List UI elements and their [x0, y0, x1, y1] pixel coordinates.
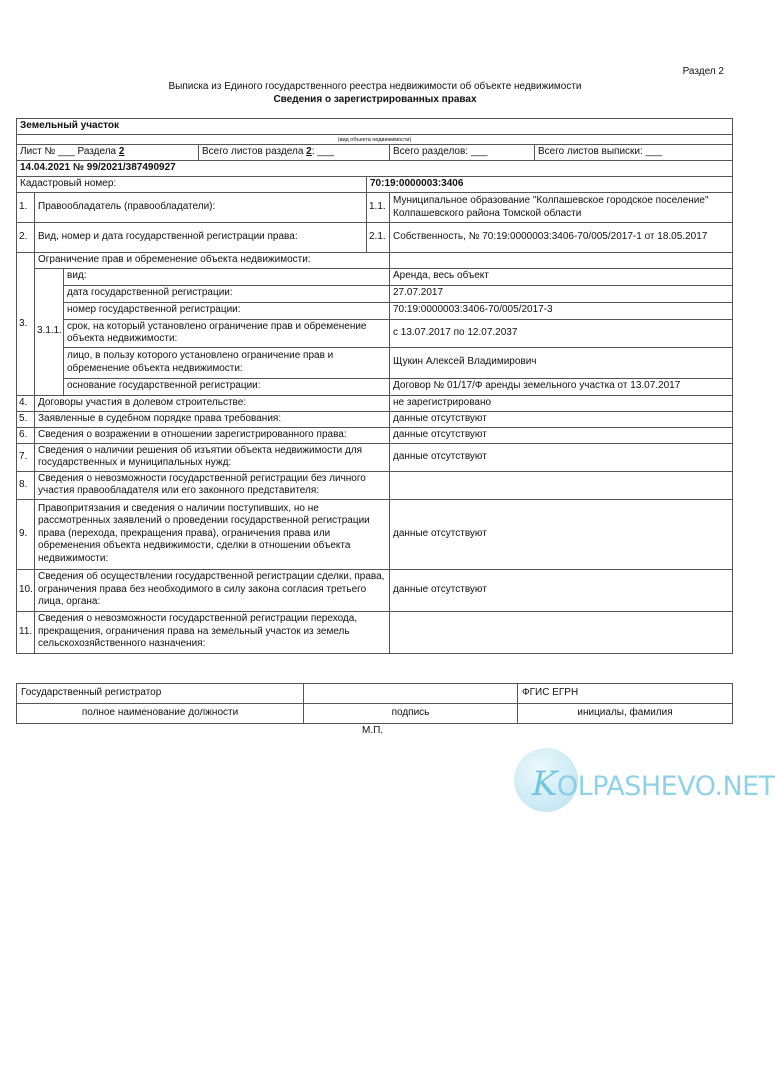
row-label: Вид, номер и дата государственной регистрации права: [35, 223, 367, 253]
row-number: 3. [17, 253, 35, 396]
row-subnumber: 3.1.1. [35, 268, 64, 395]
row-subnumber: 1.1. [367, 193, 390, 223]
signature-caption: подпись [304, 704, 518, 724]
name-caption: инициалы, фамилия [518, 704, 733, 724]
table-row [17, 427, 733, 443]
table-row [17, 378, 733, 395]
row-label: Сведения об осуществлении государственной регистрации сделки, права, ограничения права без необходимого в силу закона согласия третьего лица, органа: [35, 569, 390, 611]
cadastral-label: Кадастровый номер: [17, 177, 367, 193]
cadastral-value: 70:19:0000003:3406 [367, 177, 733, 193]
table-row [17, 443, 733, 471]
row-value [390, 611, 733, 653]
signature-field [304, 684, 518, 704]
row-number: 5. [17, 411, 35, 427]
row-value: Собственность, № 70:19:0000003:3406-70/005/2017-1 от 18.05.2017 [390, 223, 733, 253]
row-label: Сведения о возражении в отношении зарегистрированного права: [35, 427, 390, 443]
table-row [17, 395, 733, 411]
section-word: Раздела [77, 146, 117, 158]
document-title: Выписка из Единого государственного реестра недвижимости об объекте недвижимости [168, 81, 582, 92]
row-number: 9. [17, 499, 35, 569]
encumbrance-label: срок, на который установлено ограничение прав и обременение объекта недвижимости: [64, 319, 390, 347]
object-type-caption: (вид объекта недвижимости) [17, 135, 733, 145]
table-row [17, 319, 733, 347]
document-subtitle: Сведения о зарегистрированных правах [273, 94, 477, 105]
row-value: не зарегистрировано [390, 395, 733, 411]
row-value: данные отсутствуют [390, 427, 733, 443]
row-label: Правопритязания и сведения о наличии поступивших, но не рассмотренных заявлений о проведении государственной регистрации права (перехода, прекращения права), ограничения права или обременения объекта недвижимости, сделки в отношении объекта недвижимости: [35, 499, 390, 569]
row-label: Сведения о невозможности государственной регистрации без личного участия правообладателя или его законного представителя: [35, 471, 390, 499]
table-row [17, 499, 733, 569]
encumbrance-value: Аренда, весь объект [390, 268, 733, 285]
encumbrance-value: Договор № 01/17/Ф аренды земельного участка от 13.07.2017 [390, 378, 733, 395]
encumbrance-label: дата государственной регистрации: [64, 285, 390, 302]
encumbrance-value: Щукин Алексей Владимирович [390, 347, 733, 378]
encumbrance-value: с 13.07.2017 по 12.07.2037 [390, 319, 733, 347]
encumbrance-label: номер государственной регистрации: [64, 302, 390, 319]
row-number: 8. [17, 471, 35, 499]
object-type: Земельный участок [17, 119, 733, 135]
row-subnumber: 2.1. [367, 223, 390, 253]
table-row [17, 471, 733, 499]
row-label: Ограничение прав и обременение объекта недвижимости: [35, 253, 390, 269]
row-value: данные отсутствуют [390, 569, 733, 611]
table-row [17, 569, 733, 611]
document-header [0, 80, 750, 106]
row-label: Договоры участия в долевом строительстве: [35, 395, 390, 411]
sheet-info [17, 145, 199, 161]
section-number: 2 [118, 146, 125, 158]
table-row [17, 268, 733, 285]
encumbrance-label: вид: [64, 268, 390, 285]
row-value: Муниципальное образование "Колпашевское городское поселение" Колпашевского района Томской области [390, 193, 733, 223]
row-number: 10. [17, 569, 35, 611]
row-number: 11. [17, 611, 35, 653]
table-row [17, 193, 733, 223]
row-label: Правообладатель (правообладатели): [35, 193, 367, 223]
row-number: 6. [17, 427, 35, 443]
signature-table [16, 683, 733, 724]
encumbrance-label: основание государственной регистрации: [64, 378, 390, 395]
date-number: 14.04.2021 № 99/2021/387490927 [17, 161, 733, 177]
row-label: Заявленные в судебном порядке права требования: [35, 411, 390, 427]
table-row [17, 611, 733, 653]
row-number: 1. [17, 193, 35, 223]
total-section-sheets-value: 2 [306, 146, 312, 158]
row-value: данные отсутствуют [390, 499, 733, 569]
total-section-sheets: Всего листов раздела 2: ___ [199, 145, 390, 161]
table-row [17, 285, 733, 302]
sheet-number: Лист № ___ [20, 146, 75, 158]
table-row [17, 347, 733, 378]
total-sections: Всего разделов: ___ [390, 145, 535, 161]
row-label: Сведения о невозможности государственной регистрации перехода, прекращения, ограничения права на земельный участок из земель сельскохозяйственного назначения: [35, 611, 390, 653]
row-value: данные отсутствуют [390, 411, 733, 427]
encumbrance-label: лицо, в пользу которого установлено ограничение прав и обременение объекта недвижимости: [64, 347, 390, 378]
row-number: 7. [17, 443, 35, 471]
total-extract-sheets: Всего листов выписки: ___ [535, 145, 733, 161]
rights-table [16, 118, 733, 654]
registrar-org: ФГИС ЕГРН [518, 684, 733, 704]
stamp-label: М.П. [362, 725, 384, 736]
table-row [17, 253, 733, 269]
watermark-logo [510, 746, 775, 816]
row-number: 4. [17, 395, 35, 411]
position-caption: полное наименование должности [17, 704, 304, 724]
encumbrance-value: 70:19:0000003:3406-70/005/2017-3 [390, 302, 733, 319]
row-value [390, 253, 733, 269]
row-value [390, 471, 733, 499]
row-number: 2. [17, 223, 35, 253]
row-value: данные отсутствуют [390, 443, 733, 471]
row-label: Сведения о наличии решения об изъятии объекта недвижимости для государственных и муниципальных нужд: [35, 443, 390, 471]
table-row [17, 411, 733, 427]
table-row [17, 223, 733, 253]
table-row [17, 302, 733, 319]
registrar-label: Государственный регистратор [17, 684, 304, 704]
encumbrance-value: 27.07.2017 [390, 285, 733, 302]
watermark-text: KOLPASHEVO.NET [532, 764, 775, 804]
section-label: Раздел 2 [682, 66, 724, 77]
